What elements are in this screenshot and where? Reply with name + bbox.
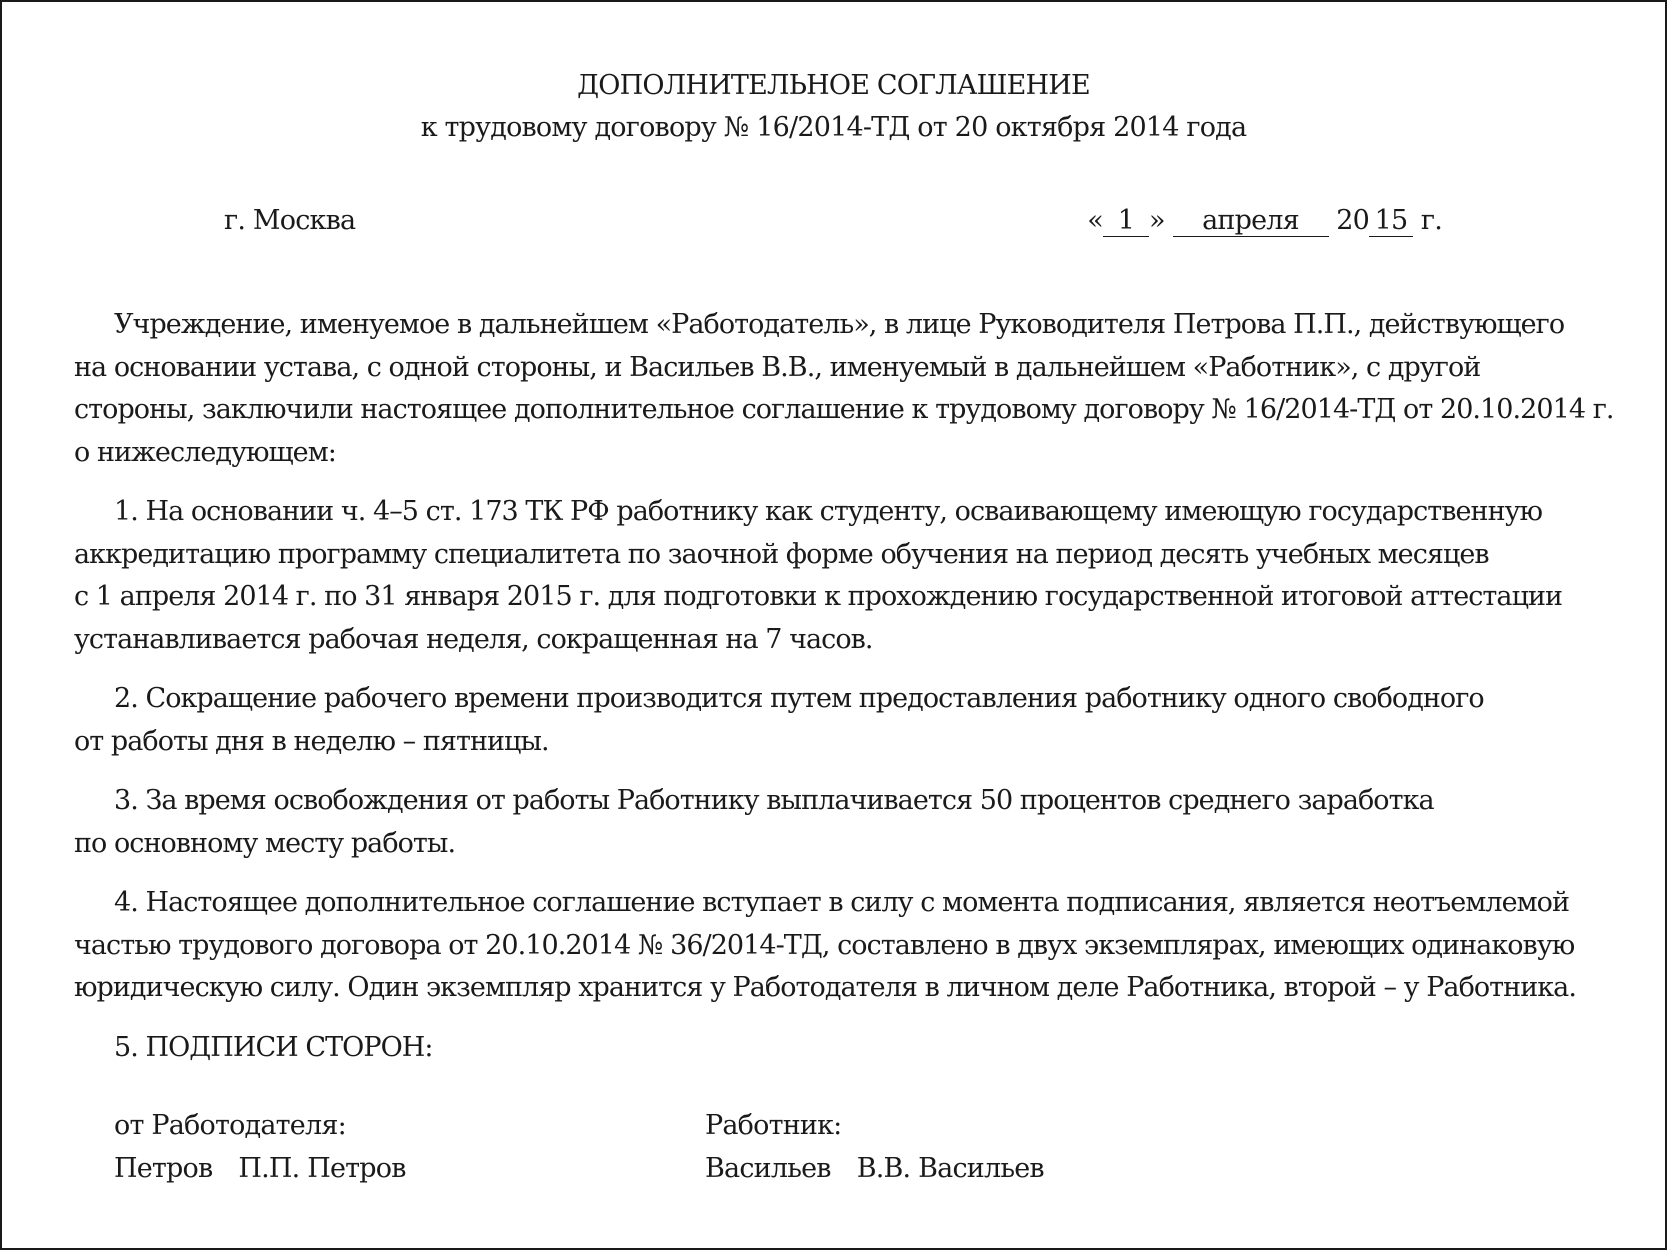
preamble-line: стороны, заключили настоящее дополнительное соглашение к трудовому договору № 16/2014-ТД от 20.10.2014 г.	[74, 394, 1614, 425]
clause-line: с 1 апреля 2014 г. по 31 января 2015 г. для подготовки к прохождению государственной итоговой аттестации	[74, 581, 1563, 612]
employee-label: Работник:	[705, 1110, 842, 1141]
date-open-quote: «	[1087, 205, 1103, 236]
clause-5-heading	[74, 1027, 1594, 1070]
employee-signature-line	[705, 1148, 1044, 1191]
clause-line: 3. За время освобождения от работы Работнику выплачивается 50 процентов среднего заработка	[114, 785, 1434, 816]
city: г. Москва	[224, 205, 356, 236]
date-year-prefix: 20	[1336, 205, 1370, 236]
clause-line: 2. Сокращение рабочего времени производится путем предоставления работнику одного свободного	[114, 683, 1484, 714]
clause-3	[74, 780, 1594, 865]
preamble-paragraph	[74, 304, 1614, 474]
clause-line: юридическую силу. Один экземпляр хранится у Работодателя в личном деле Работника, второй – у Работника.	[74, 972, 1576, 1003]
employee-name: В.В. Васильев	[856, 1152, 1044, 1184]
document-body	[74, 304, 1614, 1086]
date-year-suffix: 15	[1369, 206, 1413, 237]
clause-line: 4. Настоящее дополнительное соглашение вступает в силу с момента подписания, является неотъемлемой	[114, 887, 1569, 918]
clause-line: 1. На основании ч. 4–5 ст. 173 ТК РФ работнику как студенту, осваивающему имеющую государственную	[114, 496, 1543, 527]
date-day: 1	[1103, 206, 1149, 237]
clause-line: 5. ПОДПИСИ СТОРОН:	[114, 1031, 433, 1063]
date-month: апреля	[1173, 206, 1329, 237]
employer-signature: Петров	[114, 1152, 213, 1184]
preamble-line: на основании устава, с одной стороны, и Васильев В.В., именуемый в дальнейшем «Работник», с другой	[74, 351, 1481, 383]
employee-signature-block	[705, 1105, 1044, 1190]
clause-1	[74, 491, 1594, 661]
document-subtitle: к трудовому договору № 16/2014-ТД от 20 октября 2014 года	[420, 112, 1247, 143]
employee-signature: Васильев	[705, 1152, 831, 1184]
document-title: ДОПОЛНИТЕЛЬНОЕ СОГЛАШЕНИЕ	[577, 70, 1090, 101]
date-line	[1087, 205, 1442, 237]
employer-name: П.П. Петров	[238, 1152, 406, 1184]
clause-line: устанавливается рабочая неделя, сокращенная на 7 часов.	[74, 623, 873, 655]
employer-signature-line	[114, 1148, 406, 1191]
employer-label: от Работодателя:	[114, 1110, 346, 1141]
clause-line: частью трудового договора от 20.10.2014 № 36/2014-ТД, составлено в двух экземплярах, имеющих одинаковую	[74, 929, 1575, 961]
preamble-line: Учреждение, именуемое в дальнейшем «Работодатель», в лице Руководителя Петрова П.П., действующего	[114, 309, 1565, 340]
date-close-quote: »	[1148, 205, 1165, 236]
clause-line: по основному месту работы.	[74, 827, 456, 859]
clause-4	[74, 882, 1594, 1010]
preamble-line: о нижеследующем:	[74, 436, 336, 468]
clause-line: аккредитацию программу специалитета по заочной форме обучения на период десять учебных месяцев	[74, 538, 1489, 570]
date-year-mark: г.	[1420, 205, 1442, 236]
clause-2	[74, 678, 1594, 763]
employer-signature-block	[114, 1105, 406, 1190]
clause-line: от работы дня в неделю – пятницы.	[74, 725, 549, 757]
